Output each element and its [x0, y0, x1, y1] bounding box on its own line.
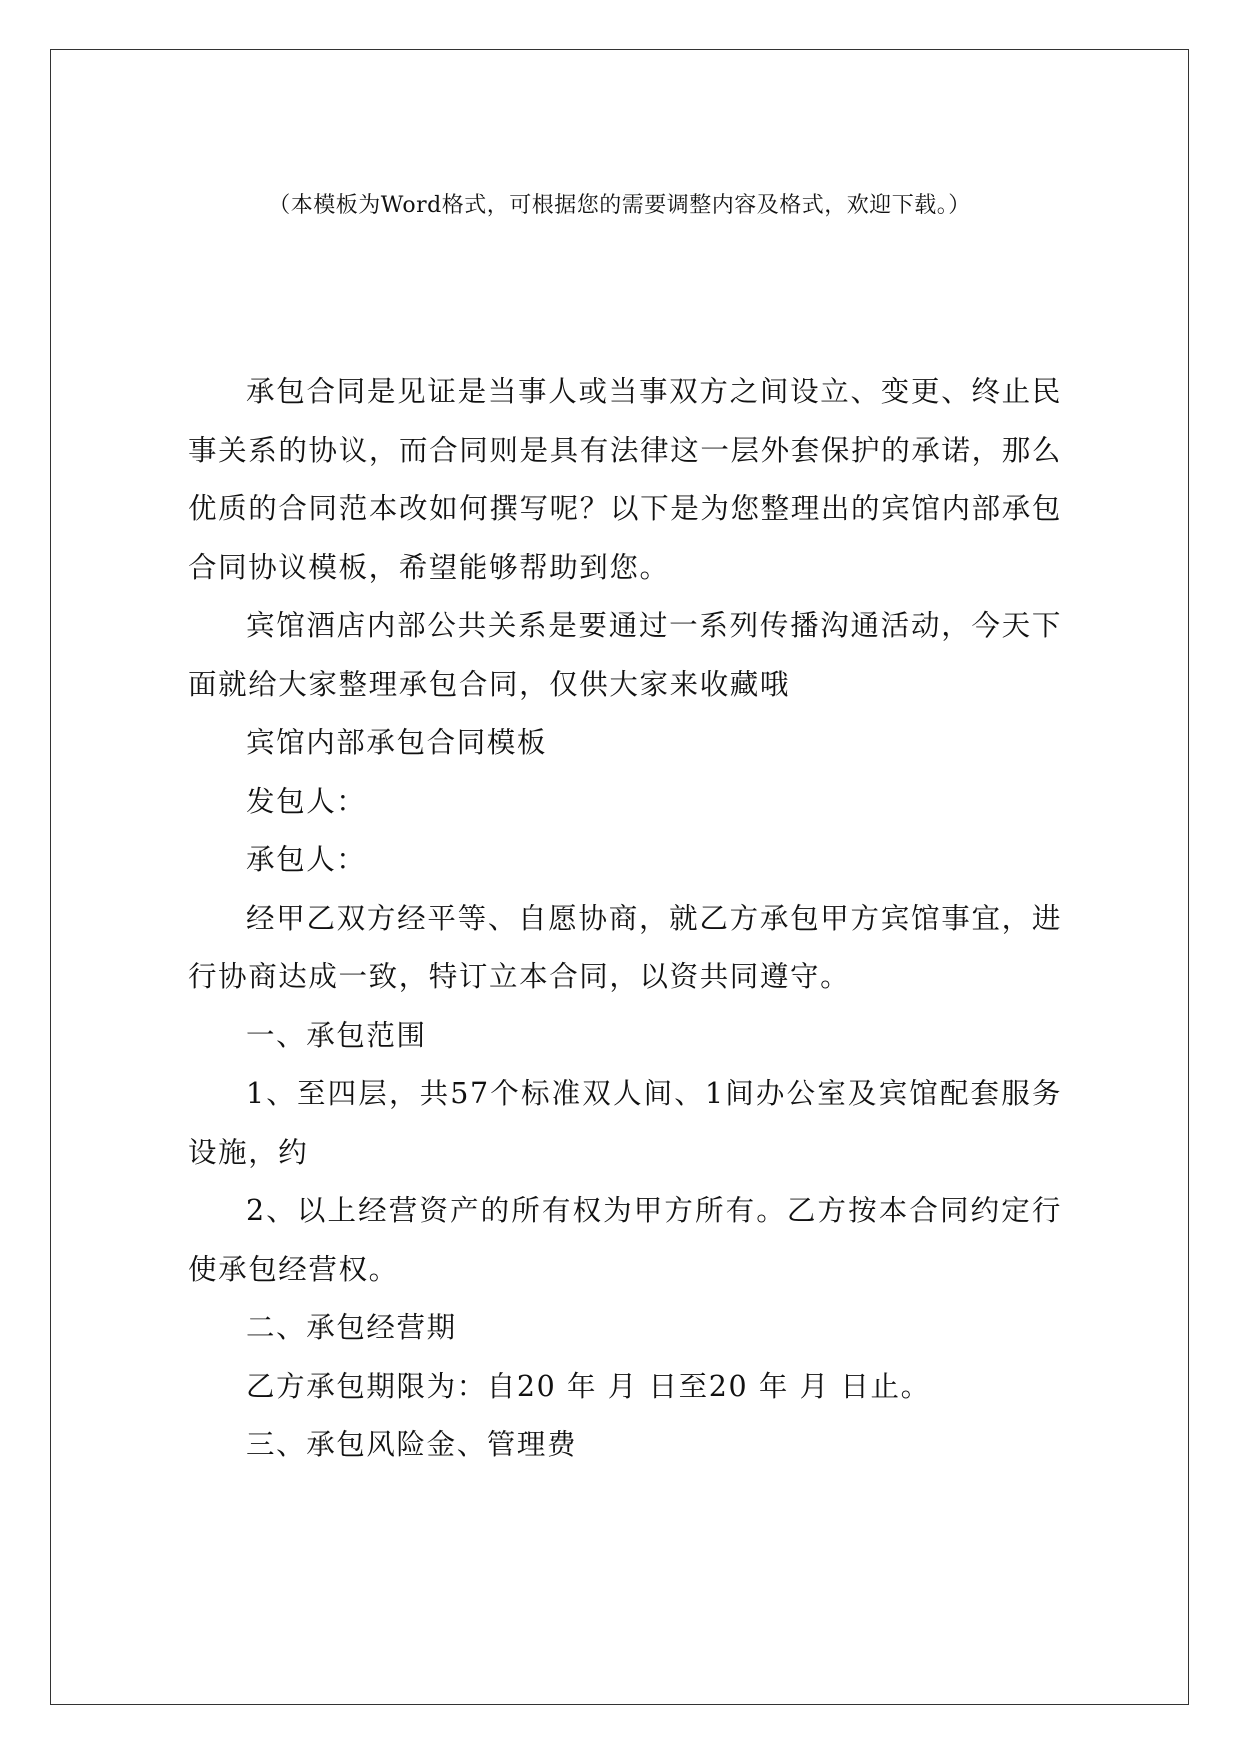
section-heading-term: 二、承包经营期: [246, 1311, 457, 1344]
section-heading-deposit: 三、承包风险金、管理费: [246, 1428, 578, 1461]
clause-scope-2: 2、以上经营资产的所有权为甲方所有。乙方按本合同约定行使承包经营权。: [188, 1194, 1062, 1286]
document-body: [188, 363, 1062, 1475]
intro-paragraph: 承包合同是见证是当事人或当事双方之间设立、变更、终止民事关系的协议，而合同则是具有法律这一层外套保护的承诺，那么优质的合同范本改如何撰写呢？以下是为您整理出的宾馆内部承包合同协议模板，希望能够帮助到您。: [188, 375, 1062, 584]
template-notice: （本模板为Word格式，可根据您的需要调整内容及格式，欢迎下载。）: [268, 193, 971, 218]
clause-term: 乙方承包期限为：自20 年 月 日至20 年 月 日止。: [246, 1369, 931, 1403]
party-contractor: 承包人：: [246, 843, 367, 876]
section-heading-scope: 一、承包范围: [246, 1018, 427, 1052]
agreement-preamble: 经甲乙双方经平等、自愿协商，就乙方承包甲方宾馆事宜，进行协商达成一致，特订立本合同，以资共同遵守。: [188, 901, 1062, 993]
context-paragraph: 宾馆酒店内部公共关系是要通过一系列传播沟通活动，今天下面就给大家整理承包合同，仅供大家来收藏哦: [188, 609, 1062, 701]
party-employer: 发包人：: [246, 784, 367, 818]
contract-title: 宾馆内部承包合同模板: [246, 726, 548, 759]
clause-scope-1: 1、至四层，共57个标准双人间、1间办公室及宾馆配套服务设施，约: [188, 1077, 1062, 1169]
